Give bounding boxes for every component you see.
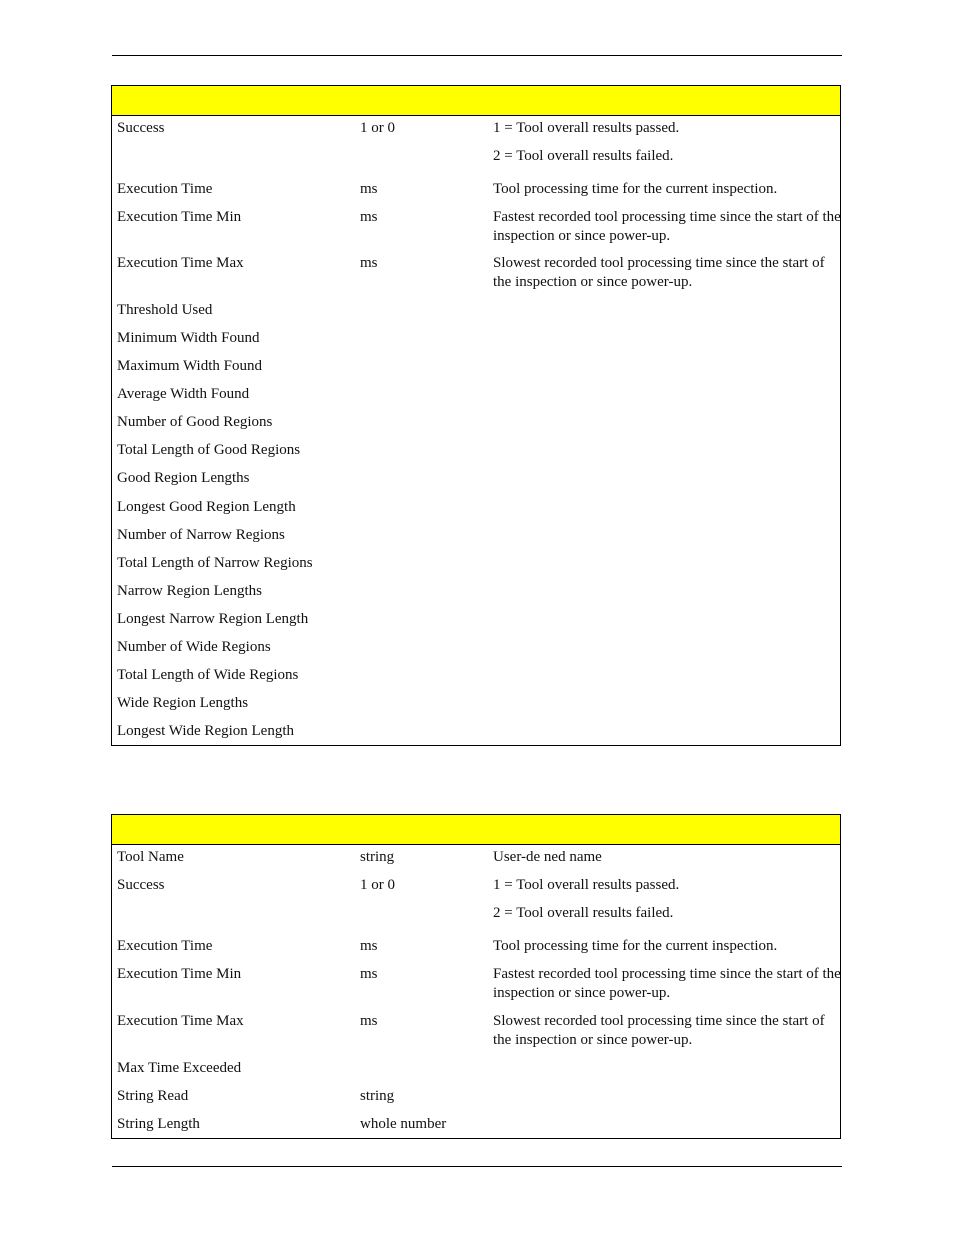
row-name: Number of Good Regions	[117, 414, 273, 430]
row-name: Number of Narrow Regions	[117, 527, 285, 543]
row-name: Execution Time Min	[117, 966, 242, 982]
row-unit: string	[360, 849, 395, 865]
row-unit: ms	[360, 181, 378, 197]
row-name: Average Width Found	[117, 386, 250, 402]
row-unit: ms	[360, 966, 378, 982]
results-table-1	[111, 85, 841, 746]
row-name: Success	[117, 120, 165, 136]
row-desc: 2 = Tool overall results failed.	[493, 148, 674, 164]
row-name: Execution Time Min	[117, 209, 242, 225]
bottom-rule	[112, 1166, 842, 1167]
row-desc: 1 = Tool overall results passed.	[493, 120, 680, 136]
row-name: Longest Wide Region Length	[117, 723, 295, 739]
row-desc: Fastest recorded tool processing time since the start of the inspection or since power-up.	[493, 209, 841, 244]
row-name: Longest Narrow Region Length	[117, 611, 309, 627]
row-name: Execution Time Max	[117, 255, 244, 271]
row-unit: ms	[360, 1013, 378, 1029]
row-unit: ms	[360, 938, 378, 954]
row-name: Total Length of Wide Regions	[117, 667, 299, 683]
row-name: Minimum Width Found	[117, 330, 260, 346]
row-desc: Fastest recorded tool processing time since the start of the inspection or since power-up.	[493, 966, 841, 1001]
row-name: String Read	[117, 1088, 189, 1104]
row-desc: Tool processing time for the current inspection.	[493, 938, 778, 954]
results-table-2	[111, 814, 841, 1139]
row-name: Longest Good Region Length	[117, 499, 296, 515]
row-name: Execution Time	[117, 938, 213, 954]
table-header	[112, 86, 840, 116]
row-name: Wide Region Lengths	[117, 695, 249, 711]
row-name: Total Length of Good Regions	[117, 442, 301, 458]
row-unit: 1 or 0	[360, 120, 395, 136]
row-unit: ms	[360, 255, 378, 271]
row-name: Good Region Lengths	[117, 470, 250, 486]
row-name: Threshold Used	[117, 302, 213, 318]
row-unit: whole number	[360, 1116, 447, 1132]
row-name: Execution Time Max	[117, 1013, 244, 1029]
row-unit: string	[360, 1088, 395, 1104]
row-unit: ms	[360, 209, 378, 225]
row-name: Tool Name	[117, 849, 184, 865]
row-name: Number of Wide Regions	[117, 639, 271, 655]
row-desc: User-de ned name	[493, 849, 602, 865]
row-unit: 1 or 0	[360, 877, 395, 893]
row-name: Narrow Region Lengths	[117, 583, 262, 599]
row-desc: Tool processing time for the current inspection.	[493, 181, 778, 197]
row-name: Execution Time	[117, 181, 213, 197]
top-rule	[112, 55, 842, 56]
row-name: Max Time Exceeded	[117, 1060, 242, 1076]
row-desc: 2 = Tool overall results failed.	[493, 905, 674, 921]
row-name: Maximum Width Found	[117, 358, 262, 374]
row-desc: 1 = Tool overall results passed.	[493, 877, 680, 893]
row-desc: Slowest recorded tool processing time since the start of the inspection or since power-up.	[493, 1013, 825, 1048]
table-header	[112, 815, 840, 845]
row-desc: Slowest recorded tool processing time since the start of the inspection or since power-up.	[493, 255, 825, 290]
row-name: Success	[117, 877, 165, 893]
row-name: Total Length of Narrow Regions	[117, 555, 313, 571]
row-name: String Length	[117, 1116, 200, 1132]
